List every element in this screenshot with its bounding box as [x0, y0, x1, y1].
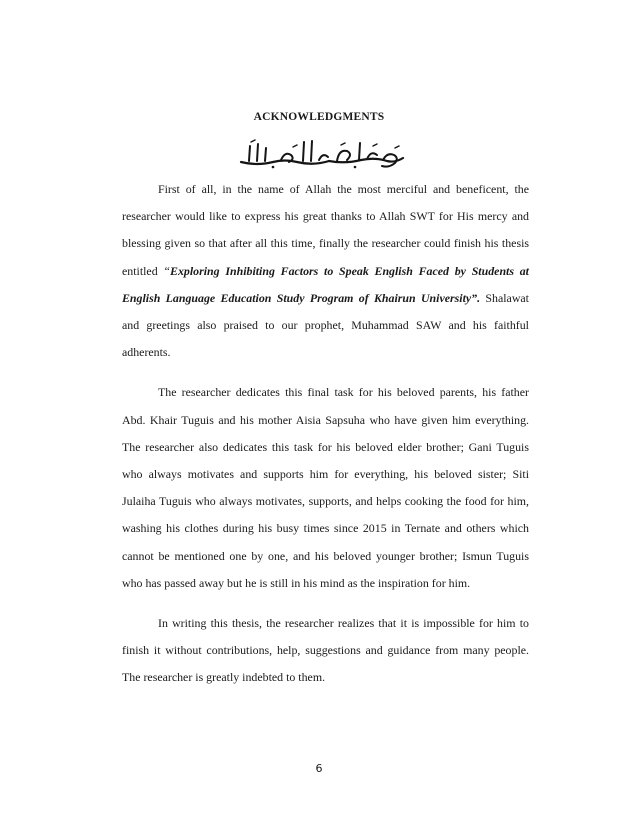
paragraph-1-intro: First of all, in the name of Allah the most merciful and beneficent, the researcher would like to express his great thanks to Allah SWT for His mercy and blessing given so that after all this time, finally the researcher could finish his thesis entitled	[122, 182, 529, 278]
paragraph-1	[122, 176, 529, 366]
basmala-calligraphy	[237, 137, 407, 171]
paragraph-3: In writing this thesis, the researcher realizes that it is impossible for him to finish it without contributions, help, suggestions and guidance from many people. The researcher is greatly indebted to them.	[122, 616, 529, 685]
thesis-title: Exploring Inhibiting Factors to Speak English Faced by Students at English Language Education Study Program of Khairun University”.	[122, 263, 529, 305]
page-number: 6	[315, 762, 323, 775]
paragraph-1-closing: Shalawat and greetings also praised to our prophet, Muhammad SAW and his faithful adherents.	[122, 290, 529, 360]
thesis-title-open-quote: “	[163, 263, 171, 278]
paragraph-2: The researcher dedicates this final task for his beloved parents, his father Abd. Khair Tuguis and his mother Aisia Sapsuha who have given him everything. The researcher also dedicates this task for his beloved elder brother; Gani Tuguis who always motivates and supports him for everything, his beloved sister; Siti Julaiha Tuguis who always motivates, supports, and helps cooking the food for him, washing his clothes during his busy times since 2015 in Ternate and others which cannot be mentioned one by one, and his beloved younger brother; Ismun Tuguis who has passed away but he is still in his mind as the inspiration for him.	[122, 385, 529, 590]
page-title: ACKNOWLEDGMENTS	[253, 111, 385, 123]
acknowledgment-body	[122, 176, 529, 692]
